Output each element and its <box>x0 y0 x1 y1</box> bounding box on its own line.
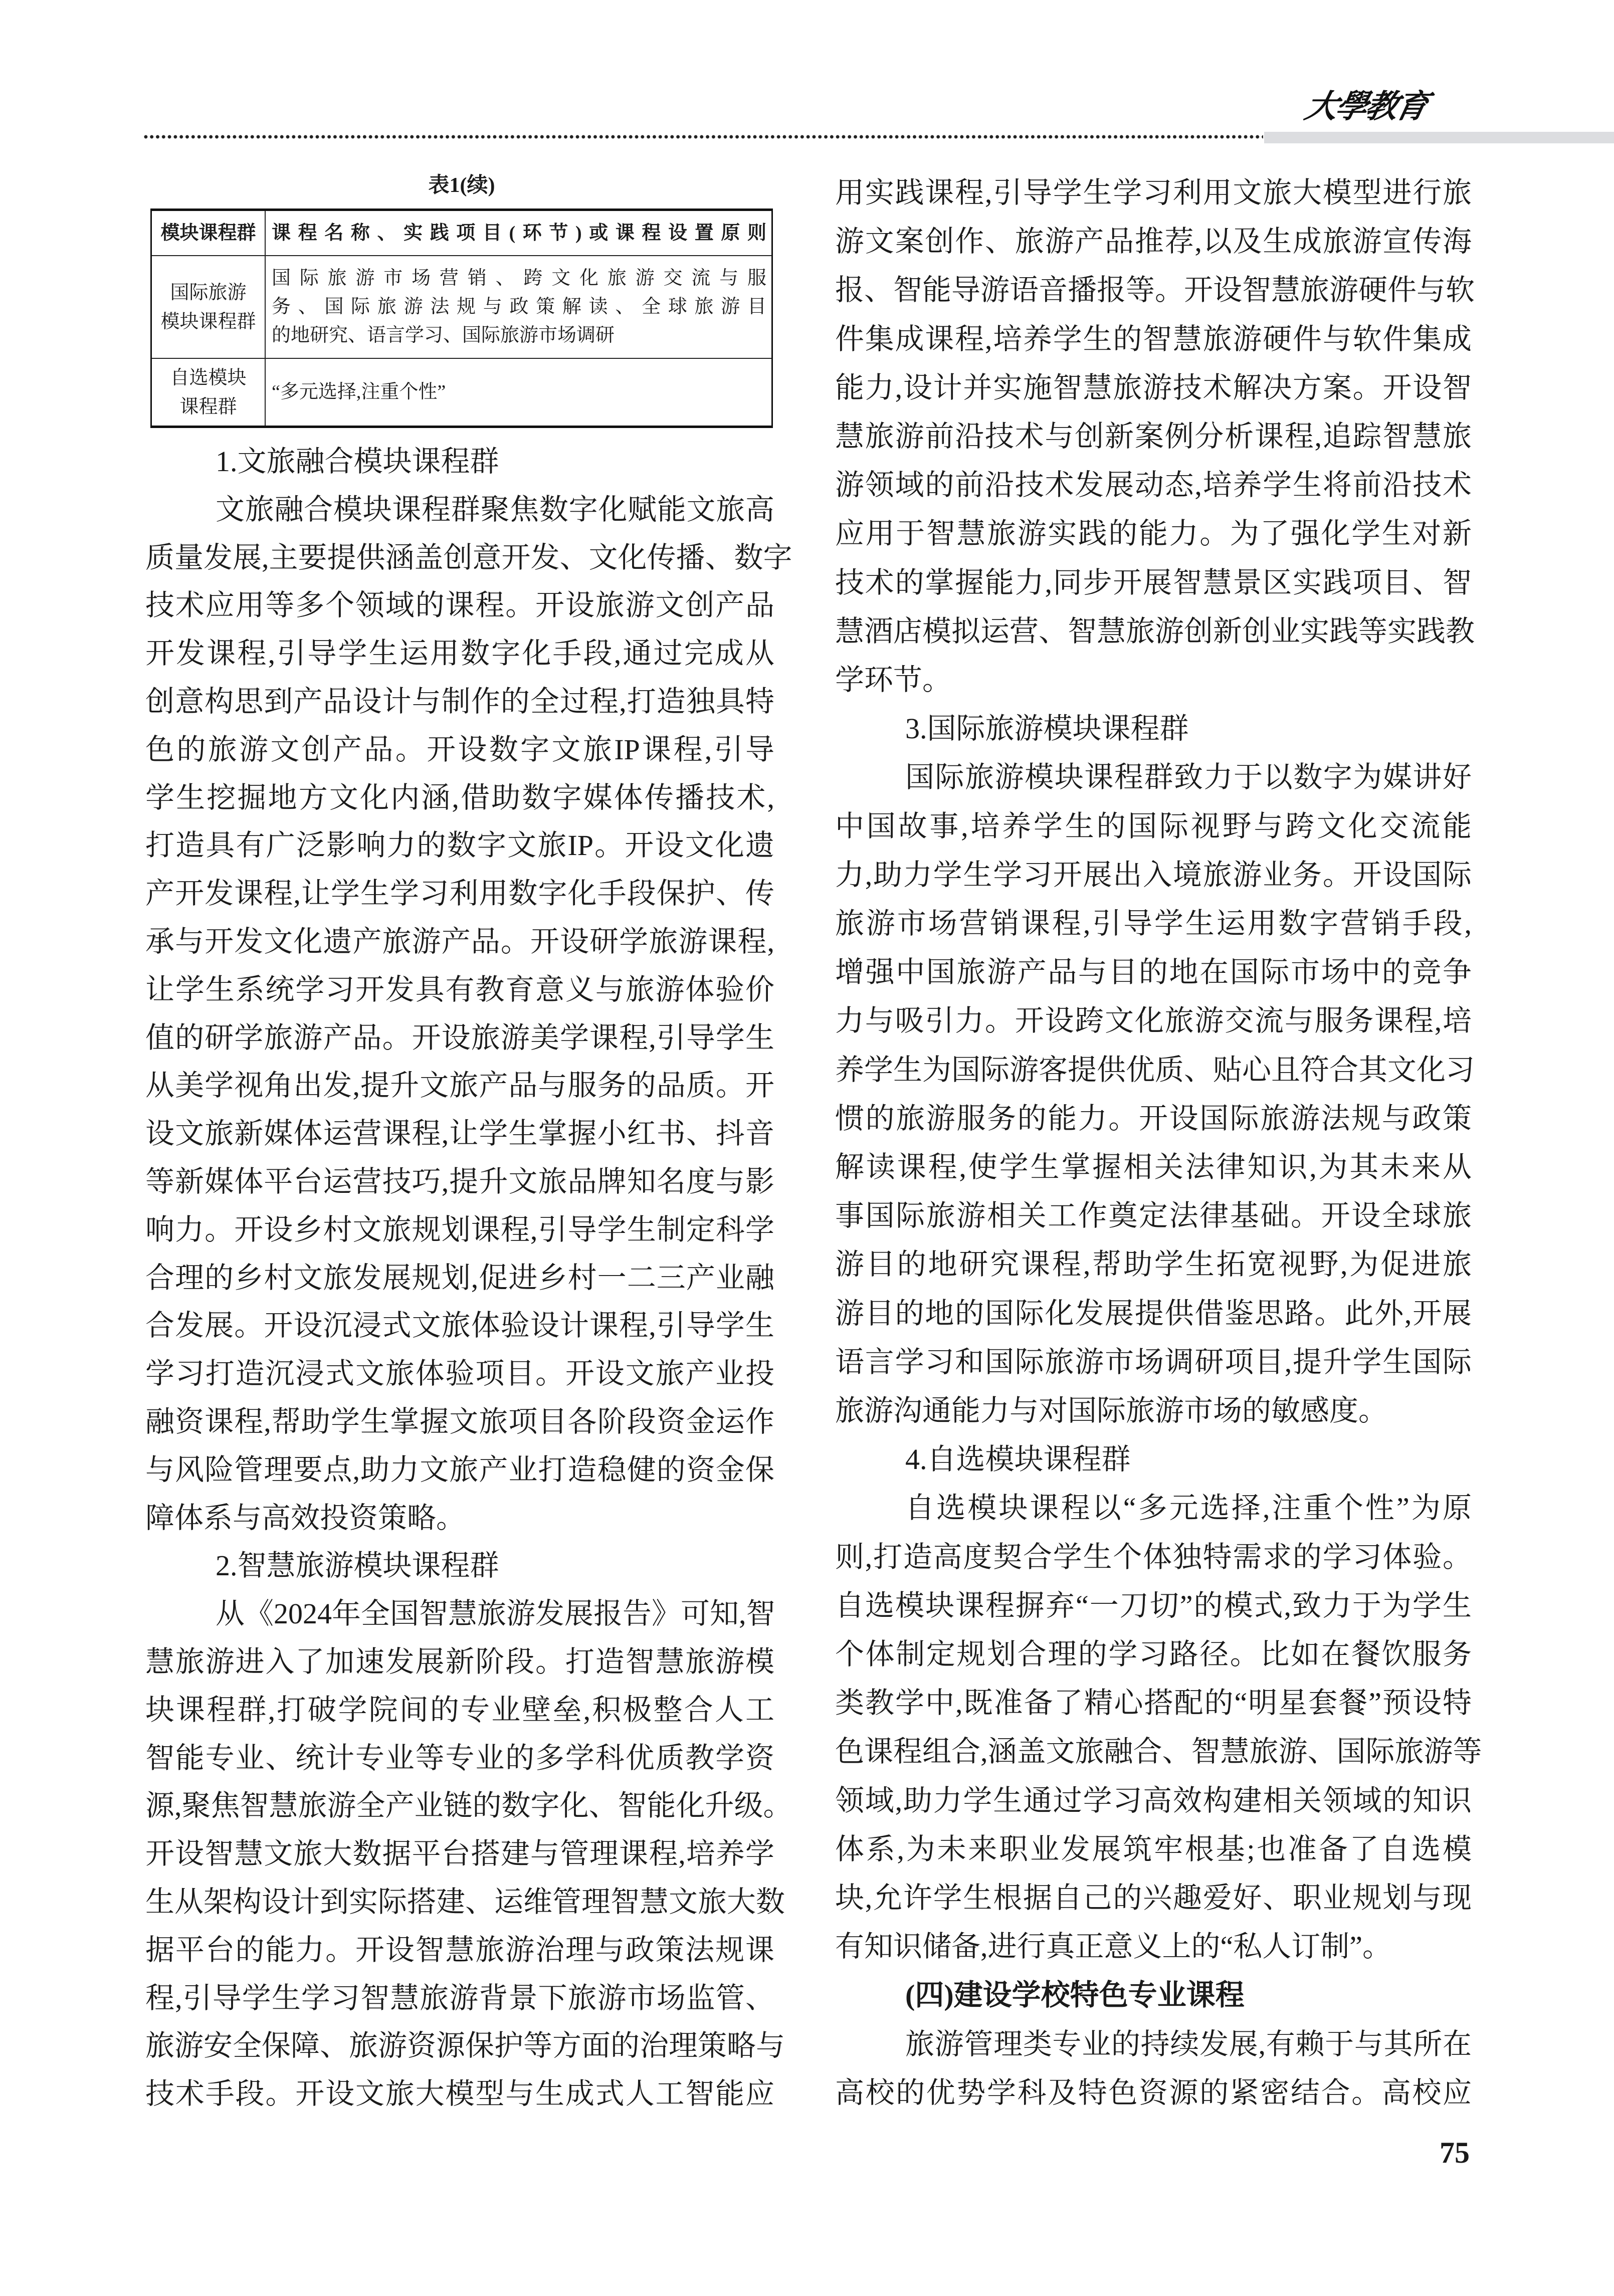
course-table <box>150 208 773 428</box>
header-label: 课程名称、实践项目(环节)或课程设置原则 <box>272 222 766 244</box>
table-header-cell <box>152 211 266 255</box>
paragraph-line: 国际旅游模块课程群致力于以数字为媒讲好 <box>905 761 1472 794</box>
cell-text: 课程群 <box>179 396 237 418</box>
paragraph-line: 旅游沟通能力与对国际旅游市场的敏感度。 <box>835 1394 1388 1427</box>
paragraph-line: 体系,为未来职业发展筑牢根基;也准备了自选模 <box>835 1832 1472 1865</box>
paragraph-line: 应用于智慧旅游实践的能力。为了强化学生对新 <box>835 517 1472 550</box>
page-number: 75 <box>1440 2136 1470 2169</box>
paragraph-line: 技术的掌握能力,同步开展智慧景区实践项目、智 <box>835 566 1472 599</box>
paragraph-line: 技术应用等多个领域的课程。开设旅游文创产品 <box>145 589 774 622</box>
paragraph-line: 自选模块课程摒弃“一刀切”的模式,致力于为学生 <box>835 1589 1472 1622</box>
table-title: 表1(续) <box>428 174 495 197</box>
paragraph-line: 学生挖掘地方文化内涵,借助数字媒体传播技术, <box>145 781 774 814</box>
header-grey-bar <box>1264 132 1614 143</box>
paragraph-line: 报、智能导游语音播报等。开设智慧旅游硬件与软 <box>835 274 1475 307</box>
paragraph-line: 障体系与高效投资策略。 <box>145 1501 466 1534</box>
table-row <box>152 256 771 359</box>
section-heading: 3.国际旅游模块课程群 <box>905 712 1189 745</box>
cell-text: 务、国际旅游法规与政策解读、全球旅游目 <box>272 296 766 317</box>
paragraph-line: 据平台的能力。开设智慧旅游治理与政策法规课 <box>145 1933 774 1966</box>
paragraph-line: 类教学中,既准备了精心搭配的“明星套餐”预设特 <box>835 1687 1472 1720</box>
paragraph-line: 力,助力学生学习开展出入境旅游业务。开设国际 <box>835 858 1472 891</box>
paragraph-line: 能力,设计并实施智慧旅游技术解决方案。开设智 <box>835 371 1472 404</box>
paragraph-line: 从《2024年全国智慧旅游发展报告》可知,智 <box>216 1597 775 1630</box>
paragraph-line: 源,聚焦智慧旅游全产业链的数字化、智能化升级。 <box>145 1789 792 1822</box>
paragraph-line: 高校的优势学科及特色资源的紧密结合。高校应 <box>835 2076 1472 2109</box>
journal-logo: 大學教育 <box>1302 88 1430 125</box>
paragraph-line: 语言学习和国际旅游市场调研项目,提升学生国际 <box>835 1345 1472 1378</box>
table-header-cell <box>266 211 771 255</box>
paragraph-line: 个体制定规划合理的学习路径。比如在餐饮服务 <box>835 1638 1472 1671</box>
paragraph-line: 产开发课程,让学生学习利用数字化手段保护、传 <box>145 877 774 910</box>
paragraph-line: 力与吸引力。开设跨文化旅游交流与服务课程,培 <box>835 1004 1472 1037</box>
paragraph-line: 文旅融合模块课程群聚焦数字化赋能文旅高 <box>216 493 774 526</box>
paragraph-line: 打造具有广泛影响力的数字文旅IP。开设文化遗 <box>145 829 774 862</box>
table-row <box>152 359 771 426</box>
table-cell-group <box>152 256 266 358</box>
paragraph-line: 质量发展,主要提供涵盖创意开发、文化传播、数字 <box>145 541 792 574</box>
paragraph-line: 值的研学旅游产品。开设旅游美学课程,引导学生 <box>145 1021 774 1054</box>
paragraph-line: 增强中国旅游产品与目的地在国际市场中的竞争 <box>835 956 1472 989</box>
paragraph-line: 慧酒店模拟运营、智慧旅游创新创业实践等实践教 <box>835 614 1475 648</box>
paragraph-line: 生从架构设计到实际搭建、运维管理智慧文旅大数 <box>145 1886 785 1918</box>
paragraph-line: 旅游管理类专业的持续发展,有赖于与其所在 <box>905 2027 1472 2060</box>
paragraph-line: 等新媒体平台运营技巧,提升文旅品牌知名度与影 <box>145 1165 774 1198</box>
paragraph-line: 惯的旅游服务的能力。开设国际旅游法规与政策 <box>835 1102 1472 1135</box>
paragraph-line: 从美学视角出发,提升文旅产品与服务的品质。开 <box>145 1069 774 1102</box>
paragraph-line: 解读课程,使学生掌握相关法律知识,为其未来从 <box>835 1151 1472 1183</box>
paragraph-line: 响力。开设乡村文旅规划课程,引导学生制定科学 <box>145 1213 774 1246</box>
section-heading: 4.自选模块课程群 <box>905 1443 1131 1476</box>
paragraph-line: 则,打造高度契合学生个体独特需求的学习体验。 <box>835 1540 1472 1573</box>
paragraph-line: 游领域的前沿技术发展动态,培养学生将前沿技术 <box>835 469 1472 502</box>
table-header-row <box>152 211 771 256</box>
paragraph-line: 色的旅游文创产品。开设数字文旅IP课程,引导 <box>145 733 774 766</box>
paragraph-line: 智能专业、统计专业等专业的多学科优质教学资 <box>145 1741 774 1774</box>
section-heading: 1.文旅融合模块课程群 <box>216 445 499 478</box>
paragraph-line: 色课程组合,涵盖文旅融合、智慧旅游、国际旅游等 <box>835 1735 1482 1768</box>
table-cell-content <box>266 359 771 426</box>
table-cell-group <box>152 359 266 426</box>
paragraph-line: 块课程群,打破学院间的专业壁垒,积极整合人工 <box>145 1693 774 1726</box>
paragraph-line: 慧旅游前沿技术与创新案例分析课程,追踪智慧旅 <box>835 420 1472 453</box>
paragraph-line: 旅游安全保障、旅游资源保护等方面的治理策略与 <box>145 2029 785 2062</box>
paragraph-line: 创意构思到产品设计与制作的全过程,打造独具特 <box>145 685 774 718</box>
cell-text: “多元选择,注重个性” <box>272 381 446 402</box>
paragraph-line: 事国际旅游相关工作奠定法律基础。开设全球旅 <box>835 1199 1472 1232</box>
paragraph-line: 开设智慧文旅大数据平台搭建与管理课程,培养学 <box>145 1837 774 1870</box>
paragraph-line: 有知识储备,进行真正意义上的“私人订制”。 <box>835 1930 1391 1963</box>
cell-text: 自选模块 <box>170 367 247 388</box>
header-dotted-rule <box>143 134 1263 139</box>
cell-text: 的地研究、语言学习、国际旅游市场调研 <box>272 325 615 346</box>
paragraph-line: 块,允许学生根据自己的兴趣爱好、职业规划与现 <box>835 1882 1472 1914</box>
paragraph-line: 用实践课程,引导学生学习利用文旅大模型进行旅 <box>835 176 1472 209</box>
paragraph-line: 旅游市场营销课程,引导学生运用数字营销手段, <box>835 907 1472 940</box>
paragraph-line: 让学生系统学习开发具有教育意义与旅游体验价 <box>145 973 774 1006</box>
paragraph-line: 中国故事,培养学生的国际视野与跨文化交流能 <box>835 809 1472 843</box>
paragraph-line: 设文旅新媒体运营课程,让学生掌握小红书、抖音 <box>145 1117 774 1150</box>
paragraph-line: 与风险管理要点,助力文旅产业打造稳健的资金保 <box>145 1453 774 1486</box>
paragraph-line: 游文案创作、旅游产品推荐,以及生成旅游宣传海 <box>835 225 1472 258</box>
paragraph-line: 领域,助力学生通过学习高效构建相关领域的知识 <box>835 1784 1472 1817</box>
paragraph-line: 合发展。开设沉浸式文旅体验设计课程,引导学生 <box>145 1309 774 1342</box>
paragraph-line: 学习打造沉浸式文旅体验项目。开设文旅产业投 <box>145 1357 774 1390</box>
paragraph-line: 游目的地的国际化发展提供借鉴思路。此外,开展 <box>835 1297 1472 1330</box>
cell-text: 国际旅游 <box>170 282 247 303</box>
paragraph-line: 开发课程,引导学生运用数字化手段,通过完成从 <box>145 637 774 670</box>
section-heading: 2.智慧旅游模块课程群 <box>216 1549 499 1582</box>
cell-text: 模块课程群 <box>160 311 256 332</box>
section-heading: (四)建设学校特色专业课程 <box>905 1979 1245 2012</box>
header-label: 模块课程群 <box>160 223 256 244</box>
paragraph-line: 自选模块课程以“多元选择,注重个性”为原 <box>905 1492 1472 1525</box>
paragraph-line: 程,引导学生学习智慧旅游背景下旅游市场监管、 <box>145 1981 774 2014</box>
paragraph-line: 慧旅游进入了加速发展新阶段。打造智慧旅游模 <box>145 1645 774 1678</box>
paragraph-line: 合理的乡村文旅发展规划,促进乡村一二三产业融 <box>145 1261 774 1294</box>
paragraph-line: 技术手段。开设文旅大模型与生成式人工智能应 <box>145 2077 774 2111</box>
paragraph-line: 游目的地研究课程,帮助学生拓宽视野,为促进旅 <box>835 1248 1472 1281</box>
table-cell-content <box>266 256 771 358</box>
paragraph-line: 融资课程,帮助学生掌握文旅项目各阶段资金运作 <box>145 1405 774 1438</box>
paragraph-line: 养学生为国际游客提供优质、贴心且符合其文化习 <box>835 1053 1475 1086</box>
paragraph-line: 学环节。 <box>835 664 952 696</box>
cell-text: 国际旅游市场营销、跨文化旅游交流与服 <box>272 268 766 289</box>
paragraph-line: 件集成课程,培养学生的智慧旅游硬件与软件集成 <box>835 322 1472 355</box>
paragraph-line: 承与开发文化遗产旅游产品。开设研学旅游课程, <box>145 925 774 958</box>
